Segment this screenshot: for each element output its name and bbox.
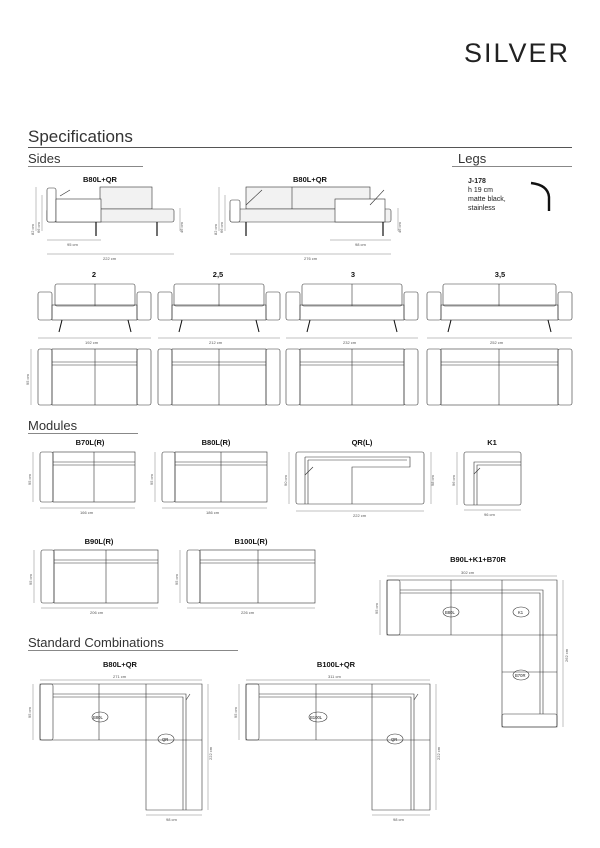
module-k1-depth: 96 cm [451,475,456,486]
combo-left-marker-2: QR [162,737,169,742]
svg-text:B70R [515,673,525,678]
module-qr-depth-left: 90 cm [283,475,288,486]
module-b70-drawing [33,452,135,508]
legs-code: J-178 [468,178,486,185]
module-b80-drawing [155,452,267,508]
svg-text:232 cm [343,340,357,345]
module-k1-width: 96 cm [484,512,495,517]
svg-text:206 cm [90,610,104,615]
svg-text:66 cm [36,221,41,233]
sofa-depth: 95 cm [25,374,30,385]
sofa-2-5-width: 212 cm [209,340,223,345]
side-left-label: B80L+QR [83,175,117,184]
svg-text:252 cm [490,340,504,345]
module-b100-width: 226 cm [241,610,255,615]
module-combo3-depth: 95 cm [374,603,379,614]
combo-right-length: 222 cm [436,746,441,760]
svg-text:B80L [445,610,455,615]
svg-text:186 cm [206,510,220,515]
combo-left-drawing [33,680,208,815]
module-qr-drawing [289,452,431,511]
svg-text:226 cm [241,610,255,615]
combo-right-marker-2: QR [391,737,398,742]
combo3-marker-2: K1 [518,610,524,615]
svg-text:B100L [310,715,323,720]
combo-right-width: 311 cm [328,674,341,679]
module-b80-label: B80L(R) [201,438,231,447]
svg-text:95 cm [149,473,154,485]
module-b70-width: 166 cm [80,510,94,515]
side-left-h-arm: 46 cm [179,222,184,233]
svg-text:302 cm [461,570,475,575]
svg-text:46 cm [397,221,402,233]
combo-right-bottom: 98 cm [393,817,404,822]
svg-text:98 cm [166,817,178,822]
svg-text:95 cm [233,706,238,718]
side-right-h-seat: 66 cm [219,222,224,233]
combo-left-label: B80L+QR [103,660,137,669]
combo-left-bottom: 98 cm [166,817,177,822]
combo-left-length: 222 cm [208,746,213,760]
svg-text:82 cm [213,223,218,235]
sofa-3-5-top [427,349,572,405]
side-right-width: 276 cm [304,256,318,261]
side-right-depth: 98 cm [355,242,366,247]
svg-text:212 cm [209,340,223,345]
module-combo3-drawing [380,576,563,727]
combo-right-marker-1: B100L [310,715,323,720]
svg-text:98 cm [355,242,367,247]
module-combo3-width: 302 cm [461,570,475,575]
svg-text:95 cm [28,573,33,585]
svg-text:222 cm [103,256,117,261]
svg-text:98 cm [393,817,405,822]
side-left-h-total: 82 cm [30,224,35,235]
svg-text:96 cm [451,474,456,486]
svg-text:K1 [518,610,524,615]
module-b100-label: B100L(R) [234,537,268,546]
svg-text:95 cm [67,242,79,247]
svg-text:66 cm [219,221,224,233]
combo-left-marker-1: B80L [93,715,103,720]
combo-right-depth: 95 cm [233,707,238,718]
svg-text:311 cm [328,674,341,679]
side-right-label: B80L+QR [293,175,327,184]
module-b70-label: B70L(R) [75,438,105,447]
svg-text:222 cm [208,746,213,760]
sofa-3-5-label: 3,5 [494,270,506,279]
module-k1-label: K1 [487,438,497,447]
svg-text:95 cm [174,573,179,585]
svg-text:QR [162,737,168,742]
module-b70-depth: 95 cm [27,474,32,485]
sofa-2-top [31,349,151,405]
sides-heading: Sides [28,151,61,166]
sofa-2-front [38,284,151,338]
svg-text:82 cm [30,223,35,235]
sofa-3-front [286,284,418,338]
module-qr-width: 222 cm [353,513,367,518]
svg-text:QR [391,737,397,742]
svg-text:276 cm [304,256,318,261]
sofa-2-5-label: 2,5 [212,270,224,279]
legs-finish-1: matte black, [468,196,506,203]
legs-height: h 19 cm [468,187,493,194]
combo3-marker-1: B80L [445,610,455,615]
svg-text:46 cm [179,221,184,233]
svg-text:96 cm [484,512,496,517]
side-left-depth: 95 cm [67,242,78,247]
combo-right-label: B100L+QR [316,660,356,669]
svg-text:98 cm [430,474,435,486]
module-qr-label: QR(L) [351,438,373,447]
svg-text:95 cm [27,473,32,485]
sofa-3-5-width: 252 cm [490,340,504,345]
legs-finish-2: stainless [468,205,496,212]
svg-text:166 cm [80,510,94,515]
svg-text:262 cm [564,648,569,662]
svg-text:90 cm [283,474,288,486]
svg-text:192 cm [85,340,99,345]
side-right-h-arm: 46 cm [397,222,402,233]
module-b90-label: B90L(R) [84,537,114,546]
module-k1-drawing [457,452,521,510]
sofa-2-5-top [158,349,280,405]
leg-icon [531,183,549,211]
svg-text:222 cm [436,746,441,760]
sofa-2-label: 2 [91,270,97,279]
combo3-marker-3: B70R [515,673,526,678]
combo-left-width: 271 cm [113,674,127,679]
svg-text:271 cm [113,674,127,679]
module-b90-drawing [34,550,158,608]
module-b80-depth: 95 cm [149,474,154,485]
module-b100-drawing [180,550,315,608]
module-b90-depth: 95 cm [28,574,33,585]
brand-logo: SILVER [463,38,570,68]
svg-text:222 cm [353,513,367,518]
svg-text:95 cm [25,373,30,385]
combo-left-depth: 95 cm [27,707,32,718]
sofa-2-width: 192 cm [85,340,99,345]
modules-heading: Modules [28,418,78,433]
svg-text:95 cm [27,706,32,718]
combo-right-drawing [239,680,436,815]
legs-heading: Legs [458,151,487,166]
sofa-3-width: 232 cm [343,340,357,345]
module-qr-depth-right: 98 cm [430,475,435,486]
side-right-drawing [219,187,398,254]
module-b90-width: 206 cm [90,610,104,615]
module-b100-depth: 95 cm [174,574,179,585]
combinations-heading: Standard Combinations [28,635,164,650]
sofa-3-5-front [427,284,572,338]
page-title: Specifications [28,127,133,146]
svg-text:95 cm [374,602,379,614]
svg-text:B80L [93,715,103,720]
side-left-width: 222 cm [103,256,117,261]
sofa-3-top [286,349,418,405]
side-left-drawing [36,187,180,254]
module-combo3-label: B90L+K1+B70R [450,555,506,564]
sofa-3-label: 3 [350,270,356,279]
side-right-h-total: 82 cm [213,224,218,235]
sofa-2-5-front [158,284,280,338]
module-b80-width: 186 cm [206,510,220,515]
module-combo3-length: 262 cm [564,648,569,662]
side-left-h-seat: 66 cm [36,222,41,233]
